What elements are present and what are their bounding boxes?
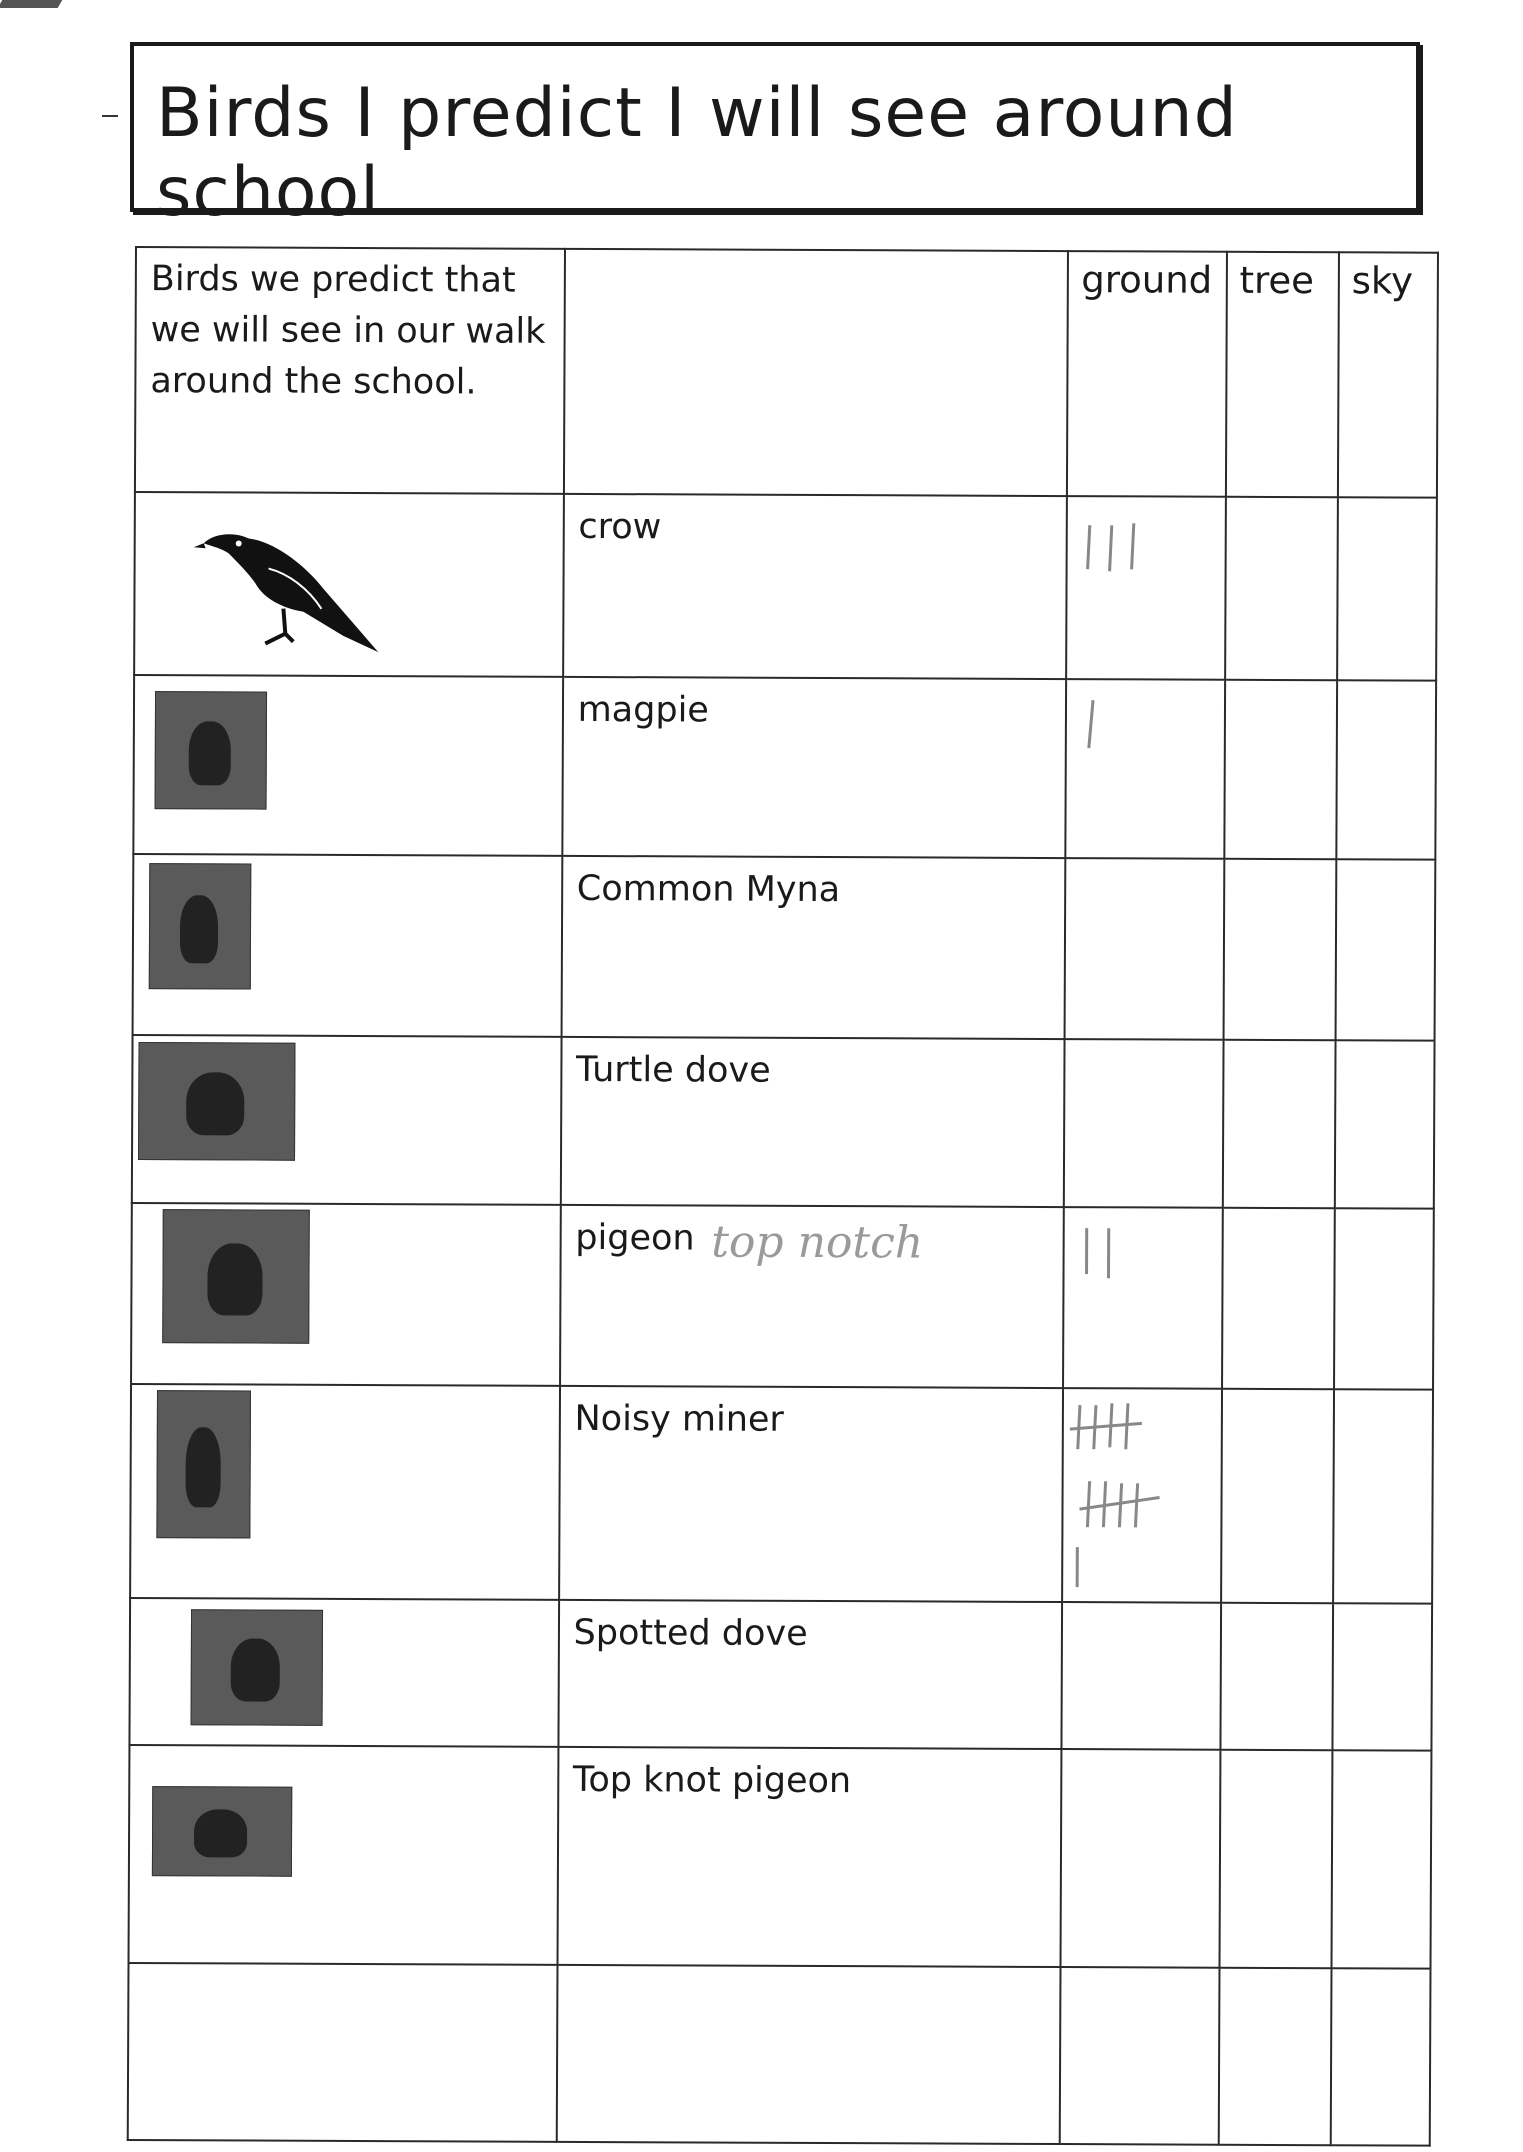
table-row xyxy=(133,854,1436,1041)
ground-cell xyxy=(1066,680,1225,859)
name-cell xyxy=(563,494,1068,679)
tree-header-label: tree xyxy=(1239,258,1315,303)
header-row xyxy=(135,247,1438,498)
name-cell xyxy=(557,1747,1062,1967)
header-blank-cell xyxy=(564,249,1069,497)
ground-cell xyxy=(1061,1749,1220,1968)
sky-cell xyxy=(1335,859,1435,1040)
name-cell xyxy=(559,1385,1064,1601)
table-row xyxy=(133,675,1436,859)
name-cell xyxy=(558,1600,1062,1749)
tree-cell xyxy=(1220,1603,1333,1750)
picture-cell xyxy=(130,1384,560,1600)
sky-header xyxy=(1338,252,1438,498)
sky-cell xyxy=(1336,681,1436,859)
picture-cell xyxy=(133,854,562,1037)
tree-cell xyxy=(1224,680,1337,859)
tally-marks xyxy=(1068,497,1226,598)
bird-name: Top knot pigeon xyxy=(572,1759,852,1801)
handwritten-note: top notch xyxy=(711,1216,924,1268)
bird-name: Noisy miner xyxy=(574,1398,784,1440)
picture-cell xyxy=(129,1745,559,1965)
sky-cell xyxy=(1333,1389,1433,1604)
table-row xyxy=(134,492,1437,681)
table-row xyxy=(132,1035,1435,1209)
ground-header xyxy=(1067,251,1226,497)
tree-cell xyxy=(1218,1968,1331,2146)
intro-cell xyxy=(135,247,565,494)
table-row xyxy=(128,1963,1431,2146)
sky-cell xyxy=(1332,1603,1432,1750)
name-cell xyxy=(560,1036,1064,1206)
ground-cell xyxy=(1063,1388,1222,1603)
bird-name: magpie xyxy=(577,690,709,731)
tree-cell xyxy=(1223,858,1336,1040)
ground-cell xyxy=(1064,1039,1223,1208)
sky-cell xyxy=(1331,1750,1431,1969)
margin-tick xyxy=(102,115,118,117)
bird-name: pigeon xyxy=(575,1217,695,1258)
intro-text: Birds we predict that we will see in our walk around the school. xyxy=(150,259,546,403)
magpie-photo xyxy=(155,692,268,810)
bird-name: crow xyxy=(578,507,662,548)
name-cell xyxy=(562,677,1067,857)
picture-cell xyxy=(134,492,563,677)
bird-prediction-table xyxy=(127,246,1439,2147)
bird-name: Spotted dove xyxy=(573,1612,808,1654)
bird-name xyxy=(558,1966,1060,1992)
scan-edge-mark xyxy=(0,0,62,8)
name-cell xyxy=(560,1204,1065,1387)
turtle-dove-photo xyxy=(138,1042,296,1161)
pigeon-photo xyxy=(162,1209,310,1344)
ground-cell xyxy=(1065,858,1224,1040)
picture-cell xyxy=(129,1598,558,1747)
name-cell xyxy=(556,1965,1061,2144)
table-row xyxy=(129,1598,1432,1751)
noisy-miner-photo xyxy=(156,1390,251,1538)
ground-cell xyxy=(1063,1207,1222,1389)
page-title: Birds I predict I will see around school xyxy=(156,74,1238,232)
picture-cell xyxy=(133,675,562,855)
ground-cell xyxy=(1067,496,1226,680)
table-row xyxy=(131,1203,1434,1390)
tree-cell xyxy=(1225,497,1338,681)
bird-name: Turtle dove xyxy=(575,1049,771,1091)
ground-cell xyxy=(1062,1602,1221,1750)
sky-cell xyxy=(1331,1968,1431,2146)
tree-cell xyxy=(1221,1388,1334,1603)
spotted-dove-photo xyxy=(191,1609,324,1726)
sky-cell xyxy=(1337,498,1437,681)
common-myna-photo xyxy=(149,863,252,989)
tally-marks xyxy=(1065,1208,1223,1309)
crow-silhouette-icon xyxy=(193,514,394,655)
sky-header-label: sky xyxy=(1351,259,1414,303)
tree-header xyxy=(1226,252,1339,498)
picture-cell xyxy=(132,1035,561,1205)
name-cell xyxy=(561,855,1066,1038)
picture-cell xyxy=(131,1203,560,1386)
sky-cell xyxy=(1335,1040,1435,1208)
ground-header-label: ground xyxy=(1081,258,1213,302)
ground-cell xyxy=(1060,1967,1219,2145)
top-knot-pigeon-photo xyxy=(152,1786,292,1877)
tally-marks xyxy=(1067,681,1225,782)
bird-name: Common Myna xyxy=(576,868,841,910)
table-row xyxy=(130,1384,1433,1604)
table-row xyxy=(129,1745,1432,1969)
tree-cell xyxy=(1222,1039,1335,1207)
sky-cell xyxy=(1334,1208,1434,1389)
tree-cell xyxy=(1219,1749,1332,1968)
picture-cell xyxy=(128,1963,557,2142)
tally-marks xyxy=(1064,1389,1223,1600)
tree-cell xyxy=(1222,1207,1335,1389)
title-box xyxy=(130,42,1420,232)
